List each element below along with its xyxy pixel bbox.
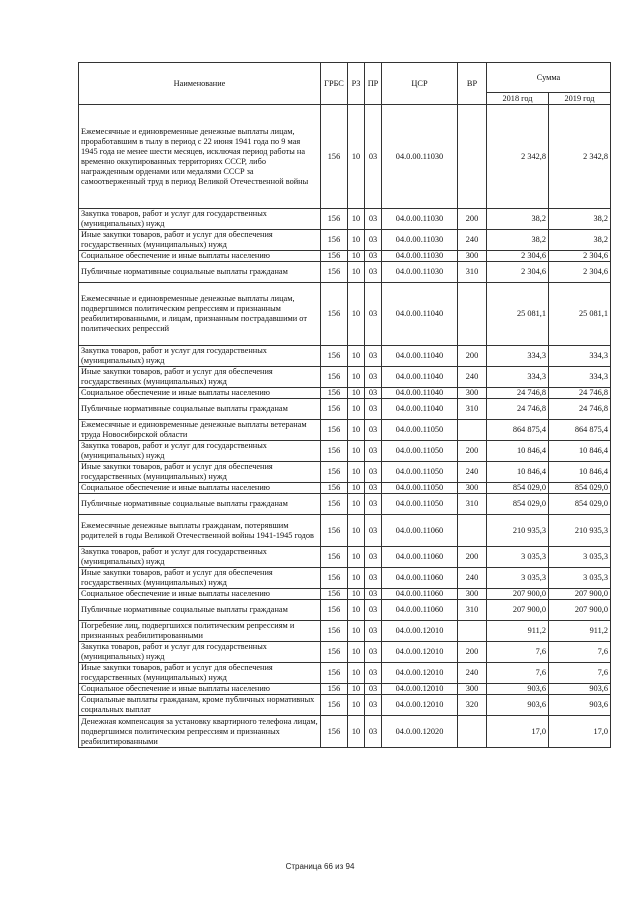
cell-rz: 10 — [348, 663, 365, 684]
cell-grbs: 156 — [321, 105, 348, 209]
table-row — [79, 589, 611, 600]
table-row — [79, 209, 611, 230]
cell-pr: 03 — [365, 663, 382, 684]
cell-name: Социальные выплаты гражданам, кроме публичных нормативных социальных выплат — [79, 695, 321, 716]
cell-rz: 10 — [348, 716, 365, 748]
cell-vr — [458, 515, 487, 547]
cell-sum-2019: 210 935,3 — [549, 515, 611, 547]
header-rz: РЗ — [348, 63, 365, 105]
cell-grbs: 156 — [321, 716, 348, 748]
header-grbs: ГРБС — [321, 63, 348, 105]
cell-vr: 310 — [458, 600, 487, 621]
cell-rz: 10 — [348, 494, 365, 515]
cell-pr: 03 — [365, 283, 382, 346]
cell-vr: 300 — [458, 589, 487, 600]
cell-name: Закупка товаров, работ и услуг для государственных (муниципальных) нужд — [79, 441, 321, 462]
cell-vr — [458, 716, 487, 748]
cell-pr: 03 — [365, 547, 382, 568]
header-pr: ПР — [365, 63, 382, 105]
cell-vr: 240 — [458, 568, 487, 589]
cell-rz: 10 — [348, 367, 365, 388]
cell-rz: 10 — [348, 483, 365, 494]
cell-sum-2019: 7,6 — [549, 663, 611, 684]
cell-rz: 10 — [348, 684, 365, 695]
table-row — [79, 684, 611, 695]
cell-sum-2019: 334,3 — [549, 346, 611, 367]
cell-csr: 04.0.00.11060 — [382, 547, 458, 568]
cell-sum-2018: 911,2 — [487, 621, 549, 642]
table-row — [79, 568, 611, 589]
cell-name: Закупка товаров, работ и услуг для государственных (муниципальных) нужд — [79, 547, 321, 568]
cell-pr: 03 — [365, 251, 382, 262]
cell-name: Социальное обеспечение и иные выплаты населению — [79, 251, 321, 262]
cell-csr: 04.0.00.11060 — [382, 600, 458, 621]
cell-name: Погребение лиц, подвергшихся политическим репрессиям и признанных реабилитированными — [79, 621, 321, 642]
cell-sum-2018: 207 900,0 — [487, 600, 549, 621]
table-row — [79, 441, 611, 462]
cell-sum-2019: 911,2 — [549, 621, 611, 642]
cell-sum-2019: 3 035,3 — [549, 547, 611, 568]
cell-csr: 04.0.00.11040 — [382, 388, 458, 399]
cell-pr: 03 — [365, 568, 382, 589]
cell-csr: 04.0.00.11050 — [382, 420, 458, 441]
cell-rz: 10 — [348, 420, 365, 441]
cell-name: Ежемесячные и единовременные денежные выплаты ветеранам труда Новосибирской области — [79, 420, 321, 441]
cell-vr: 200 — [458, 547, 487, 568]
cell-csr: 04.0.00.11030 — [382, 230, 458, 251]
cell-grbs: 156 — [321, 388, 348, 399]
cell-rz: 10 — [348, 209, 365, 230]
header-name: Наименование — [79, 63, 321, 105]
cell-pr: 03 — [365, 399, 382, 420]
table-row — [79, 462, 611, 483]
cell-csr: 04.0.00.11030 — [382, 209, 458, 230]
cell-name: Закупка товаров, работ и услуг для государственных (муниципальных) нужд — [79, 642, 321, 663]
cell-name: Социальное обеспечение и иные выплаты населению — [79, 589, 321, 600]
table-row — [79, 367, 611, 388]
cell-name: Ежемесячные и единовременные денежные выплаты лицам, проработавшим в тылу в период с 22 июня 1941 года по 9 мая 1945 года не менее шести месяцев, исключая период работы на временно оккупированных территориях СССР, либо награжденным орденами или медалями СССР за самоотверженный труд в период Великой Отечественной войны — [79, 105, 321, 209]
cell-sum-2018: 210 935,3 — [487, 515, 549, 547]
cell-rz: 10 — [348, 262, 365, 283]
cell-name: Публичные нормативные социальные выплаты гражданам — [79, 399, 321, 420]
cell-sum-2018: 17,0 — [487, 716, 549, 748]
cell-sum-2018: 7,6 — [487, 642, 549, 663]
cell-csr: 04.0.00.11060 — [382, 568, 458, 589]
cell-pr: 03 — [365, 695, 382, 716]
cell-sum-2019: 207 900,0 — [549, 589, 611, 600]
cell-rz: 10 — [348, 515, 365, 547]
cell-pr: 03 — [365, 262, 382, 283]
cell-vr: 200 — [458, 441, 487, 462]
cell-rz: 10 — [348, 568, 365, 589]
cell-sum-2019: 2 304,6 — [549, 251, 611, 262]
cell-sum-2018: 10 846,4 — [487, 462, 549, 483]
cell-sum-2018: 24 746,8 — [487, 399, 549, 420]
cell-name: Иные закупки товаров, работ и услуг для обеспечения государственных (муниципальных) нужд — [79, 663, 321, 684]
cell-vr — [458, 420, 487, 441]
cell-rz: 10 — [348, 695, 365, 716]
cell-csr: 04.0.00.12010 — [382, 621, 458, 642]
page-footer: Страница 66 из 94 — [285, 862, 355, 871]
cell-sum-2018: 2 304,6 — [487, 262, 549, 283]
cell-csr: 04.0.00.11040 — [382, 346, 458, 367]
cell-csr: 04.0.00.12010 — [382, 684, 458, 695]
cell-sum-2019: 10 846,4 — [549, 441, 611, 462]
cell-sum-2019: 864 875,4 — [549, 420, 611, 441]
table-row — [79, 420, 611, 441]
cell-vr: 240 — [458, 230, 487, 251]
cell-grbs: 156 — [321, 494, 348, 515]
cell-csr: 04.0.00.12010 — [382, 695, 458, 716]
table-row — [79, 483, 611, 494]
cell-name: Социальное обеспечение и иные выплаты населению — [79, 684, 321, 695]
cell-pr: 03 — [365, 105, 382, 209]
cell-csr: 04.0.00.12010 — [382, 642, 458, 663]
cell-name: Иные закупки товаров, работ и услуг для обеспечения государственных (муниципальных) нужд — [79, 367, 321, 388]
table-row — [79, 399, 611, 420]
table-row — [79, 621, 611, 642]
cell-grbs: 156 — [321, 346, 348, 367]
cell-rz: 10 — [348, 600, 365, 621]
cell-vr: 300 — [458, 684, 487, 695]
cell-vr: 300 — [458, 388, 487, 399]
cell-sum-2018: 864 875,4 — [487, 420, 549, 441]
cell-pr: 03 — [365, 209, 382, 230]
cell-sum-2019: 38,2 — [549, 230, 611, 251]
header-csr: ЦСР — [382, 63, 458, 105]
table-body — [79, 105, 611, 748]
cell-pr: 03 — [365, 621, 382, 642]
cell-name: Ежемесячные денежные выплаты гражданам, потерявшим родителей в годы Великой Отечественной войны 1941-1945 годов — [79, 515, 321, 547]
table-row — [79, 642, 611, 663]
cell-name: Иные закупки товаров, работ и услуг для обеспечения государственных (муниципальных) нужд — [79, 462, 321, 483]
cell-sum-2019: 24 746,8 — [549, 388, 611, 399]
cell-vr: 200 — [458, 209, 487, 230]
cell-sum-2019: 903,6 — [549, 695, 611, 716]
cell-name: Публичные нормативные социальные выплаты гражданам — [79, 600, 321, 621]
table-row — [79, 283, 611, 346]
cell-sum-2018: 334,3 — [487, 346, 549, 367]
cell-rz: 10 — [348, 441, 365, 462]
cell-pr: 03 — [365, 515, 382, 547]
cell-sum-2019: 207 900,0 — [549, 600, 611, 621]
cell-vr — [458, 621, 487, 642]
cell-sum-2018: 25 081,1 — [487, 283, 549, 346]
header-year-2019: 2019 год — [549, 93, 611, 105]
table-row — [79, 547, 611, 568]
cell-pr: 03 — [365, 684, 382, 695]
cell-pr: 03 — [365, 346, 382, 367]
cell-rz: 10 — [348, 346, 365, 367]
cell-sum-2019: 903,6 — [549, 684, 611, 695]
cell-sum-2019: 24 746,8 — [549, 399, 611, 420]
cell-rz: 10 — [348, 105, 365, 209]
cell-rz: 10 — [348, 388, 365, 399]
cell-grbs: 156 — [321, 621, 348, 642]
cell-pr: 03 — [365, 367, 382, 388]
cell-name: Иные закупки товаров, работ и услуг для обеспечения государственных (муниципальных) нужд — [79, 230, 321, 251]
cell-grbs: 156 — [321, 441, 348, 462]
cell-grbs: 156 — [321, 663, 348, 684]
table-row — [79, 262, 611, 283]
cell-vr — [458, 283, 487, 346]
cell-grbs: 156 — [321, 600, 348, 621]
cell-rz: 10 — [348, 621, 365, 642]
cell-csr: 04.0.00.11060 — [382, 589, 458, 600]
cell-csr: 04.0.00.12010 — [382, 663, 458, 684]
header-year-2018: 2018 год — [487, 93, 549, 105]
cell-csr: 04.0.00.11030 — [382, 262, 458, 283]
cell-pr: 03 — [365, 462, 382, 483]
cell-grbs: 156 — [321, 420, 348, 441]
cell-vr: 200 — [458, 642, 487, 663]
cell-vr: 300 — [458, 251, 487, 262]
cell-pr: 03 — [365, 388, 382, 399]
cell-sum-2018: 2 342,8 — [487, 105, 549, 209]
cell-sum-2018: 854 029,0 — [487, 483, 549, 494]
cell-pr: 03 — [365, 420, 382, 441]
cell-sum-2018: 24 746,8 — [487, 388, 549, 399]
cell-csr: 04.0.00.11060 — [382, 515, 458, 547]
cell-name: Закупка товаров, работ и услуг для государственных (муниципальных) нужд — [79, 346, 321, 367]
cell-vr: 240 — [458, 663, 487, 684]
table-row — [79, 230, 611, 251]
cell-pr: 03 — [365, 230, 382, 251]
header-vr: ВР — [458, 63, 487, 105]
cell-grbs: 156 — [321, 684, 348, 695]
cell-pr: 03 — [365, 642, 382, 663]
cell-vr: 240 — [458, 367, 487, 388]
cell-name: Ежемесячные и единовременные денежные выплаты лицам, подвергшимся политическим репрессиям и признанным реабилитированными, и лицам, признанным пострадавшими от политических репрессий — [79, 283, 321, 346]
cell-grbs: 156 — [321, 589, 348, 600]
cell-sum-2018: 334,3 — [487, 367, 549, 388]
cell-vr: 300 — [458, 483, 487, 494]
cell-rz: 10 — [348, 283, 365, 346]
cell-sum-2019: 854 029,0 — [549, 483, 611, 494]
cell-sum-2018: 3 035,3 — [487, 568, 549, 589]
cell-sum-2019: 25 081,1 — [549, 283, 611, 346]
cell-pr: 03 — [365, 483, 382, 494]
cell-sum-2019: 10 846,4 — [549, 462, 611, 483]
cell-csr: 04.0.00.11040 — [382, 367, 458, 388]
table-row — [79, 346, 611, 367]
cell-csr: 04.0.00.11050 — [382, 441, 458, 462]
cell-name: Денежная компенсация за установку квартирного телефона лицам, подвергшимся политическим репрессиям и признанных реабилитированными — [79, 716, 321, 748]
cell-name: Иные закупки товаров, работ и услуг для обеспечения государственных (муниципальных) нужд — [79, 568, 321, 589]
cell-sum-2018: 38,2 — [487, 209, 549, 230]
cell-csr: 04.0.00.11040 — [382, 399, 458, 420]
table-row — [79, 716, 611, 748]
cell-name: Публичные нормативные социальные выплаты гражданам — [79, 494, 321, 515]
header-sum: Сумма — [487, 63, 611, 93]
cell-grbs: 156 — [321, 642, 348, 663]
cell-sum-2019: 3 035,3 — [549, 568, 611, 589]
cell-csr: 04.0.00.11040 — [382, 283, 458, 346]
cell-sum-2019: 17,0 — [549, 716, 611, 748]
cell-pr: 03 — [365, 716, 382, 748]
cell-csr: 04.0.00.12020 — [382, 716, 458, 748]
cell-name: Публичные нормативные социальные выплаты гражданам — [79, 262, 321, 283]
table-header — [79, 63, 611, 105]
budget-table — [78, 62, 611, 748]
cell-grbs: 156 — [321, 462, 348, 483]
cell-pr: 03 — [365, 494, 382, 515]
cell-vr: 310 — [458, 399, 487, 420]
cell-sum-2019: 2 304,6 — [549, 262, 611, 283]
table-row — [79, 663, 611, 684]
cell-grbs: 156 — [321, 209, 348, 230]
cell-csr: 04.0.00.11030 — [382, 105, 458, 209]
cell-pr: 03 — [365, 441, 382, 462]
cell-vr: 200 — [458, 346, 487, 367]
table-row — [79, 105, 611, 209]
cell-sum-2019: 2 342,8 — [549, 105, 611, 209]
cell-grbs: 156 — [321, 483, 348, 494]
cell-rz: 10 — [348, 462, 365, 483]
cell-vr — [458, 105, 487, 209]
cell-csr: 04.0.00.11050 — [382, 483, 458, 494]
cell-sum-2018: 854 029,0 — [487, 494, 549, 515]
cell-csr: 04.0.00.11030 — [382, 251, 458, 262]
cell-pr: 03 — [365, 589, 382, 600]
cell-grbs: 156 — [321, 367, 348, 388]
cell-sum-2019: 854 029,0 — [549, 494, 611, 515]
cell-sum-2018: 207 900,0 — [487, 589, 549, 600]
cell-grbs: 156 — [321, 568, 348, 589]
cell-sum-2018: 3 035,3 — [487, 547, 549, 568]
cell-grbs: 156 — [321, 283, 348, 346]
cell-grbs: 156 — [321, 695, 348, 716]
cell-sum-2019: 7,6 — [549, 642, 611, 663]
cell-rz: 10 — [348, 589, 365, 600]
cell-vr: 240 — [458, 462, 487, 483]
cell-sum-2019: 38,2 — [549, 209, 611, 230]
cell-sum-2018: 7,6 — [487, 663, 549, 684]
cell-rz: 10 — [348, 547, 365, 568]
cell-sum-2018: 903,6 — [487, 695, 549, 716]
table-row — [79, 494, 611, 515]
table-row — [79, 515, 611, 547]
cell-grbs: 156 — [321, 547, 348, 568]
cell-name: Социальное обеспечение и иные выплаты населению — [79, 388, 321, 399]
cell-rz: 10 — [348, 642, 365, 663]
cell-grbs: 156 — [321, 399, 348, 420]
cell-sum-2018: 38,2 — [487, 230, 549, 251]
cell-pr: 03 — [365, 600, 382, 621]
cell-grbs: 156 — [321, 515, 348, 547]
cell-name: Социальное обеспечение и иные выплаты населению — [79, 483, 321, 494]
cell-sum-2018: 10 846,4 — [487, 441, 549, 462]
table-row — [79, 251, 611, 262]
cell-rz: 10 — [348, 251, 365, 262]
cell-rz: 10 — [348, 399, 365, 420]
cell-grbs: 156 — [321, 262, 348, 283]
cell-vr: 320 — [458, 695, 487, 716]
cell-rz: 10 — [348, 230, 365, 251]
cell-name: Закупка товаров, работ и услуг для государственных (муниципальных) нужд — [79, 209, 321, 230]
cell-grbs: 156 — [321, 230, 348, 251]
table-row — [79, 695, 611, 716]
cell-csr: 04.0.00.11050 — [382, 462, 458, 483]
table-row — [79, 600, 611, 621]
cell-vr: 310 — [458, 262, 487, 283]
cell-grbs: 156 — [321, 251, 348, 262]
cell-sum-2018: 903,6 — [487, 684, 549, 695]
cell-sum-2019: 334,3 — [549, 367, 611, 388]
cell-csr: 04.0.00.11050 — [382, 494, 458, 515]
table-row — [79, 388, 611, 399]
cell-vr: 310 — [458, 494, 487, 515]
cell-sum-2018: 2 304,6 — [487, 251, 549, 262]
